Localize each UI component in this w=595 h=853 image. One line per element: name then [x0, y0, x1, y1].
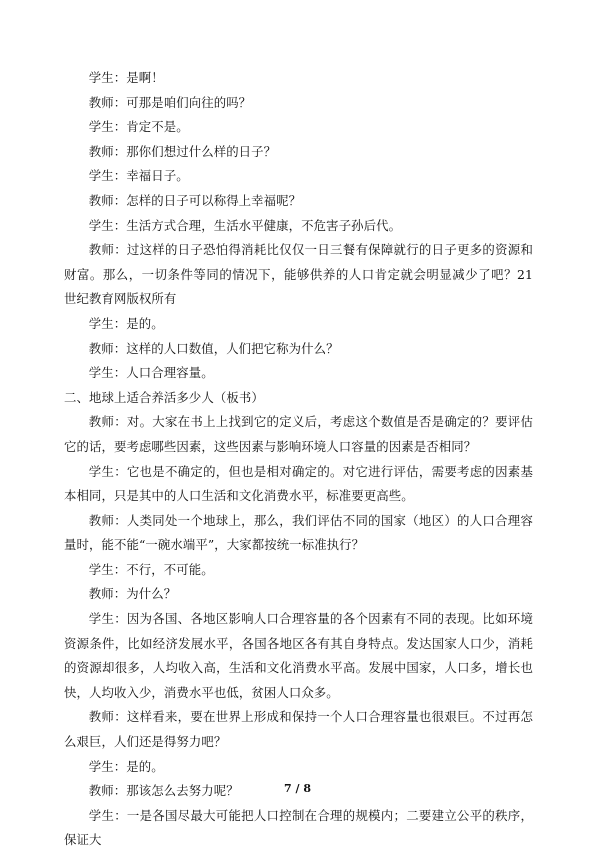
dialogue-paragraph: 学生：它也是不确定的，但也是相对确定的。对它进行评估，需要考虑的因素基本相同，只是其中的人口生活和文化消费水平，标准要更高些。 [64, 463, 533, 504]
dialogue-paragraph: 教师：这样的人口数值，人们把它称为什么？ [88, 340, 339, 356]
section-heading: 二、地球上适合养活多少人（板书） [64, 389, 264, 405]
dialogue-paragraph: 教师：人类同处一个地球上，那么，我们评估不同的国家（地区）的人口合理容量时，能不能“一碗水端平”，大家都按统一标准执行？ [64, 512, 533, 553]
dialogue-paragraph: 学生：因为各国、各地区影响人口合理容量的各个因素有不同的表现。比如环境资源条件，比如经济发展水平，各国各地区各有其自身特点。发达国家人口少，消耗的资源却很多，人均收入高，生活和文化消费水平高。发展中国家，人口多，增长也快，人均收入少，消费水平也低，贫困人口众多。 [64, 611, 533, 700]
dialogue-paragraph: 学生：幸福日子。 [88, 168, 189, 184]
dialogue-paragraph: 教师：那该怎么去努力呢？ [88, 783, 239, 799]
dialogue-paragraph: 教师：怎样的日子可以称得上幸福呢？ [88, 192, 302, 208]
dialogue-paragraph: 教师：对。大家在书上上找到它的定义后，考虑这个数值是否是确定的？要评估它的话，要考虑哪些因素，这些因素与影响环境人口容量的因素是否相同？ [64, 414, 533, 454]
dialogue-paragraph: 教师：那你们想过什么样的日子？ [88, 143, 277, 159]
dialogue-paragraph: 教师：为什么？ [88, 586, 177, 602]
dialogue-paragraph: 学生：一是各国尽最大可能把人口控制在合理的规模内；二要建立公平的秩序，保证大 [64, 807, 533, 848]
dialogue-paragraph: 学生：人口合理容量。 [88, 365, 214, 381]
dialogue-paragraph: 学生：是的。 [88, 315, 164, 331]
dialogue-paragraph: 学生：是啊！ [88, 70, 164, 85]
dialogue-paragraph: 教师：可那是咱们向往的吗？ [88, 94, 252, 110]
dialogue-paragraph: 学生：生活方式合理，生活水平健康，不危害子孙后代。 [88, 217, 402, 233]
dialogue-paragraph: 学生：肯定不是。 [88, 119, 189, 135]
dialogue-paragraph: 学生：不行，不可能。 [88, 561, 214, 577]
dialogue-paragraph: 教师：这样看来，要在世界上形成和保持一个人口合理容量也很艰巨。不过再怎么艰巨，人们还是得努力吧？ [64, 709, 533, 750]
dialogue-paragraph: 教师：过这样的日子恐怕得消耗比仅仅一日三餐有保障就行的日子更多的资源和财富。那么，一切条件等同的情况下，能够供养的人口肯定就会明显减少了吧？21 世纪教育网版权所有 [64, 242, 533, 307]
document-body [64, 66, 533, 853]
page-number: 7 / 8 [284, 782, 311, 795]
dialogue-paragraph: 学生：是的。 [88, 758, 164, 774]
